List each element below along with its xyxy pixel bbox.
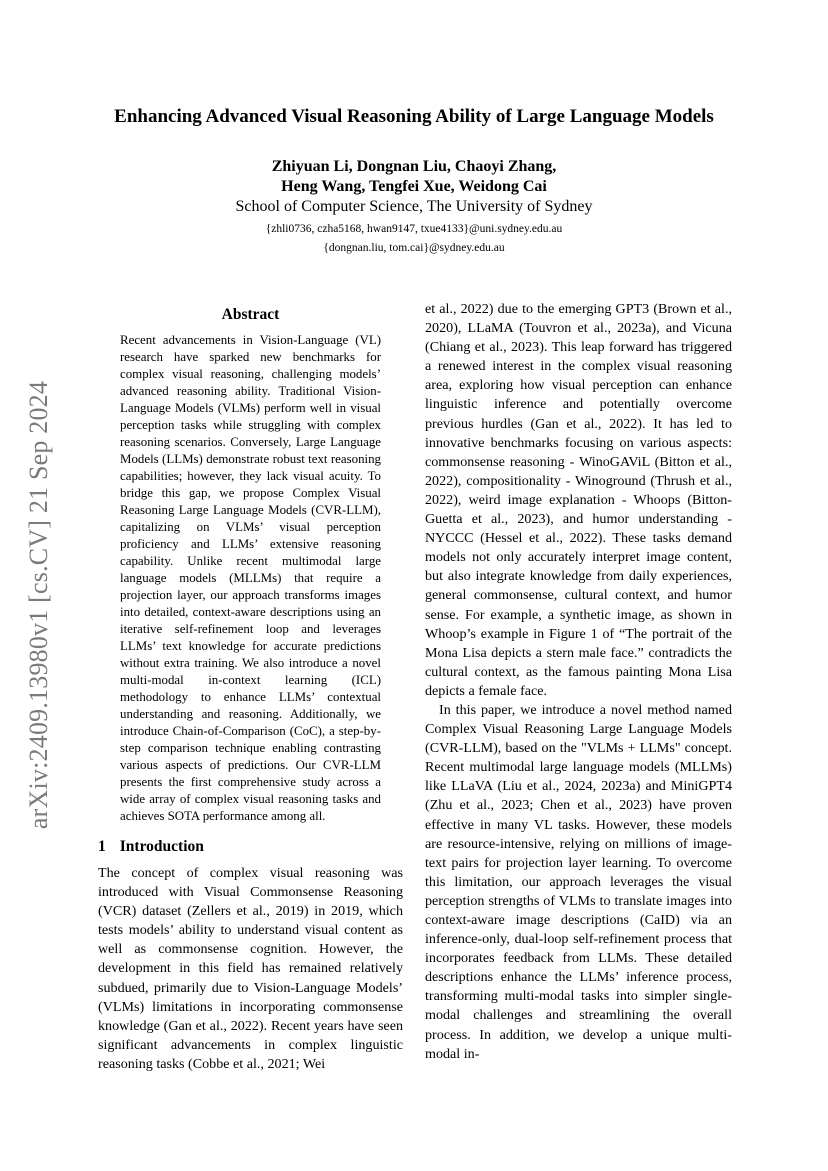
arxiv-identifier-sidebar	[26, 362, 52, 848]
abstract-text: Recent advancements in Vision-Language (VL) research have sparked new benchmarks for complex visual reasoning, challenging models’ advanced reasoning ability. Traditional Vision-Language Models (VLMs) perform well in visual perception tasks while struggling with complex reasoning scenarios. Conversely, Large Language Models (LLMs) demonstrate robust text reasoning capabilities; however, they lack visual acuity. To bridge this gap, we propose Complex Visual Reasoning Large Language Models (CVR-LLM), capitalizing on VLMs’ visual perception proficiency and LLMs’ extensive reasoning capability. Unlike recent multimodal large language models (MLLMs) that require a projection layer, our approach transforms images into detailed, context-aware descriptions using an iterative self-refinement loop and leverages LLMs’ text knowledge for accurate predictions without extra training. We also introduce a novel multi-modal in-context learning (ICL) methodology to enhance LLMs’ contextual understanding and reasoning. Additionally, we introduce Chain-of-Comparison (CoC), a step-by-step comparison technique enabling contrasting various aspects of predictions. Our CVR-LLM presents the first comprehensive study across a wide array of complex visual reasoning tasks and achieves SOTA performance among all.	[120, 333, 381, 823]
abstract-heading: Abstract	[221, 306, 280, 323]
authors-line-2: Heng Wang, Tengfei Xue, Weidong Cai	[281, 178, 547, 195]
email-block	[80, 220, 748, 258]
intro-paragraph-2: et al., 2022) due to the emerging GPT3 (Brown et al., 2020), LLaMA (Touvron et al., 2023a), and Vicuna (Chiang et al., 2023). This leap forward has triggered a renewed interest in the complex visual reasoning area, exploring how visual perception can enhance linguistic inference and potentially overcome previous hurdles (Gan et al., 2022). It has led to innovative benchmarks focusing on various aspects: commonsense reasoning - WinoGAViL (Bitton et al., 2022), compositionality - Winoground (Thrush et al., 2022), weird image explanation - Whoops (Bitton-Guetta et al., 2023), and humor understanding - NYCCC (Hessel et al., 2022). These tasks demand models not only accurately interpret image content, but also integrate knowledge from daily experiences, general commonsense, cultural context, and humor sense. For example, a synthetic image, as shown in Whoop’s example in Figure 1 of “The portrait of the Mona Lisa depicts a stern male face.” contradicts the cultural context, as the famous painting Mona Lisa depicts a female face.	[425, 301, 732, 699]
email-line-2: {dongnan.liu, tom.cai}@sydney.edu.au	[323, 242, 505, 254]
right-column	[425, 300, 732, 1064]
section-number: 1	[98, 838, 106, 855]
authors-line-1: Zhiyuan Li, Dongnan Liu, Chaoyi Zhang,	[271, 158, 557, 175]
author-block	[80, 157, 748, 197]
intro-paragraph-1: The concept of complex visual reasoning was introduced with Visual Commonsense Reasoning (VCR) dataset (Zellers et al., 2019) in 2019, which tests models’ ability to understand visual content as well as commonsense cognition. However, the development in this field has remained relatively subdued, primarily due to Vision-Language Models’ (VLMs) limitations in incorporating commonsense knowledge (Gan et al., 2022). Recent years have seen significant advancements in complex linguistic reasoning tasks (Cobbe et al., 2021; Wei	[98, 865, 403, 1072]
left-column	[98, 300, 403, 1074]
paper-title: Enhancing Advanced Visual Reasoning Ability of Large Language Models	[114, 106, 714, 127]
arxiv-identifier-text: arXiv:2409.13980v1 [cs.CV] 21 Sep 2024	[24, 380, 53, 830]
section-title: Introduction	[119, 838, 204, 855]
section-heading-introduction	[98, 838, 403, 856]
affiliation: School of Computer Science, The University of Sydney	[235, 198, 593, 215]
intro-paragraph-3: In this paper, we introduce a novel method named Complex Visual Reasoning Large Language Models (CVR-LLM), based on the "VLMs + LLMs" concept. Recent multimodal large language models (MLLMs) like LLaVA (Liu et al., 2024, 2023a) and MiniGPT4 (Zhu et al., 2023; Chen et al., 2023) have proven effective in many VL tasks. However, these models are resource-intensive, relying on millions of image-text pairs for projection layer learning. To overcome this limitation, our approach leverages the visual perception strengths of VLMs to translate images into context-aware image descriptions (CaID) via an inference-only, dual-loop self-refinement process that incorporates feedback from LLMs. These detailed descriptions enhance the LLMs’ inference process, transforming multi-modal tasks into simpler single-modal challenges and streamlining the overall process. In addition, we develop a unique multi-modal in-	[425, 701, 732, 1062]
email-line-1: {zhli0736, czha5168, hwan9147, txue4133}@uni.sydney.edu.au	[265, 223, 563, 235]
